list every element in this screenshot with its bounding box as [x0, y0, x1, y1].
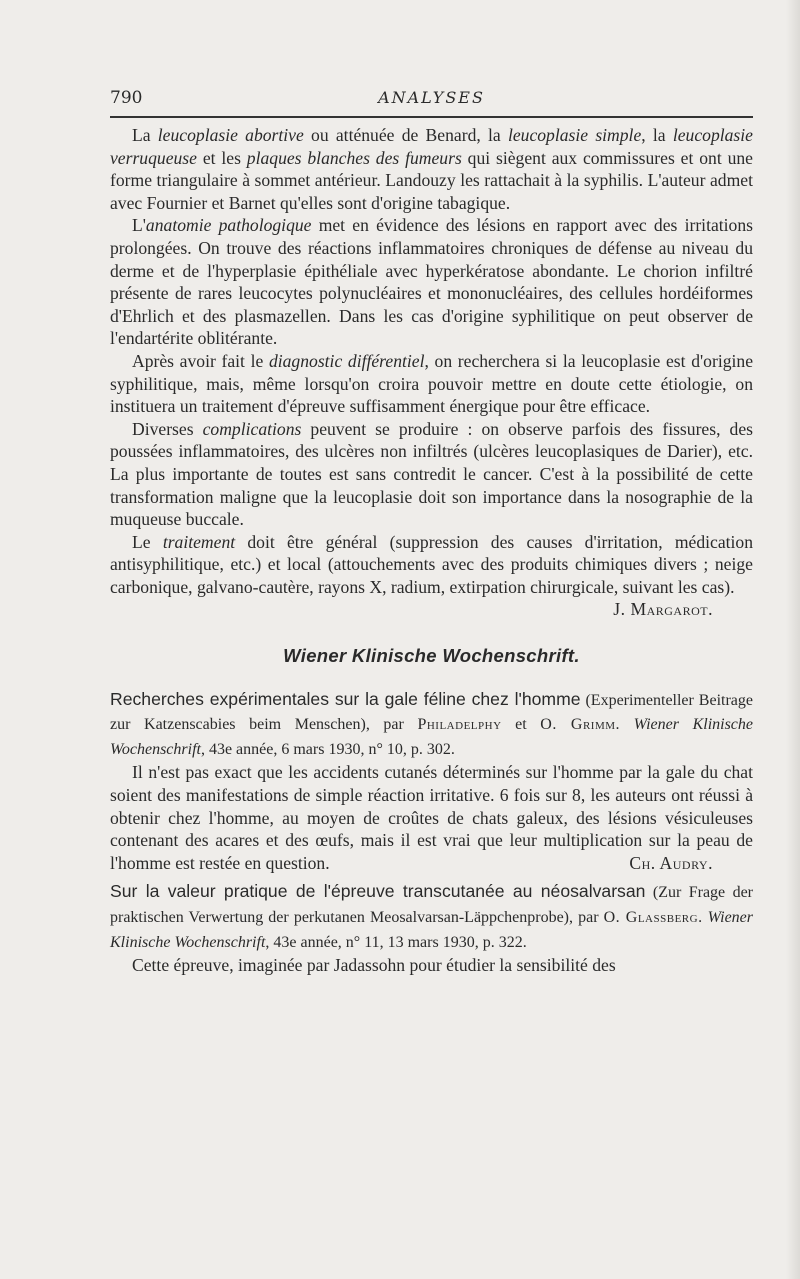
journal-citation: Wiener Klinische Wochenschrift: [110, 716, 754, 758]
article-title: Recherches expérimentales sur la gale féline chez l'homme: [110, 688, 581, 709]
paragraph-traitement: Le traitement doit être général (suppression des causes d'irritation, médication antisyphilitique, etc.) et local (attouchements avec des produits chimiques divers ; neige carbonique, galvano-cautère, rayons X, radium, extirpation chirurgicale, suivant les cas).: [110, 531, 753, 597]
article-title: Sur la valeur pratique de l'épreuve transcutanée au néosalvarsan: [110, 881, 646, 902]
paragraph-neosalvarsan-body: Cette épreuve, imaginée par Jadassohn pour étudier la sensibilité des: [132, 955, 616, 976]
paragraph-gale-body: Il n'est pas exact que les accidents cutanés déterminés sur l'homme par la gale du chat soient des manifestations de simple réaction irritative. 6 fois sur 8, les auteurs ont réussi à obtenir chez l'homme, au moyen de croûtes de chats galeux, des lésions vésiculeuses contenant des acares et des œufs, mais il est vrai que leur multiplication sur la peau de l'homme est restée en question. Ch. Audry.: [110, 762, 753, 873]
page-edge-shadow: [786, 0, 800, 1279]
signature-margarot: J. Margarot.: [613, 599, 713, 620]
author-name: O. Glassberg.: [603, 909, 703, 926]
journal-citation: Wiener Klinische Wochenschrift: [110, 909, 753, 951]
page-body: [110, 124, 753, 977]
article-heading-gale: Recherches expérimentales sur la gale féline chez l'homme (Experimenteller Beitrage zur Katzenscabies beim Menschen), par Philadelphy et O. Grimm. Wiener Klinische Wochenschrift, 43e année, 6 mars 1930, n° 10, p. 302.: [110, 688, 754, 758]
author-name: O. Grimm.: [540, 716, 621, 734]
page-header: [110, 88, 753, 114]
page-number: 790: [110, 88, 143, 108]
header-rule: [110, 116, 753, 118]
paragraph-diagnostic: Après avoir fait le diagnostic différentiel, on recherchera si la leucoplasie est d'origine syphilitique, mais, même lorsqu'on croira pouvoir mettre en doute cette étiologie, on instituera un traitement d'épreuve suffisamment énergique pour être efficace.: [110, 350, 754, 417]
paragraph-complications: Diverses complications peuvent se produire : on observe parfois des fissures, des poussées inflammatoires, des ulcères non infiltrés (ulcères leucoplasiques de Darier), etc. La plus importante de toutes est sans contredit le cancer. C'est à la possibilité de cette transformation maligne que la leucoplasie doit son importance dans la nosographie de la muqueuse buccale.: [110, 418, 753, 530]
running-title: ANALYSES: [378, 88, 485, 107]
paragraph-leucoplasie-types: La leucoplasie abortive ou atténuée de Benard, la leucoplasie simple, la leucoplasie verruqueuse et les plaques blanches des fumeurs qui siègent aux commissures et ont une forme triangulaire à sommet antérieur. Landouzy les rattachait à la syphilis. L'auteur admet avec Fournier et Barnet qu'elles sont d'origine tabagique.: [110, 125, 753, 213]
article-heading-neosalvarsan: Sur la valeur pratique de l'épreuve transcutanée au néosalvarsan (Zur Frage der praktischen Verwertung der perkutanen Meosalvarsan-Läppchenprobe), par O. Glassberg. Wiener Klinische Wochenschrift, 43e année, n° 11, 13 mars 1930, p. 322.: [110, 881, 753, 951]
journal-heading: Wiener Klinische Wochenschrift.: [283, 645, 580, 667]
paragraph-anatomie: L'anatomie pathologique met en évidence des lésions en rapport avec des irritations prolongées. On trouve des réactions inflammatoires chroniques de défense au niveau du derme et de l'hyperplasie épithéliale avec hyperkératose abondante. Le chorion infiltré présente de rares leucocytes polynucléaires et mononucléaires, des cellules hordéiformes d'Ehrlich et des plasmazellen. Dans les cas d'origine syphilitique on peut observer de l'endartérite oblitérante.: [110, 215, 753, 349]
author-name: Philadelphy: [417, 716, 502, 734]
signature-audry: Ch. Audry.: [629, 852, 713, 873]
